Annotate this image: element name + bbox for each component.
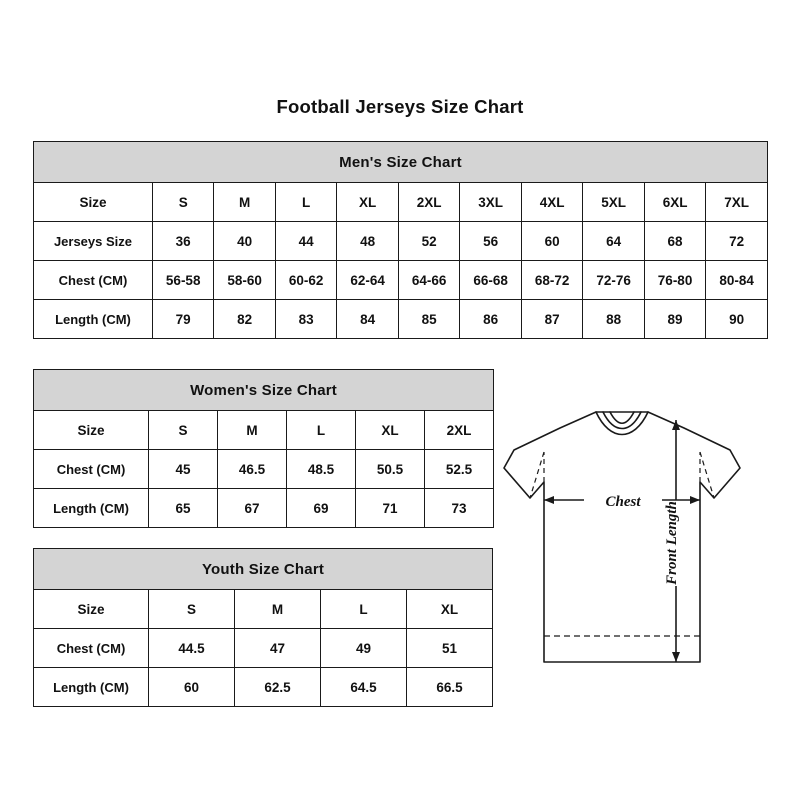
table-caption-row xyxy=(34,370,494,411)
table-row xyxy=(34,629,493,668)
cell: 82 xyxy=(214,300,275,339)
cell: 69 xyxy=(287,489,356,528)
table-caption-row xyxy=(34,142,768,183)
cell: 64 xyxy=(583,222,644,261)
col-header: 7XL xyxy=(706,183,768,222)
cell: 56 xyxy=(460,222,521,261)
mens-size-table xyxy=(33,141,768,339)
cell: 40 xyxy=(214,222,275,261)
cell: 64.5 xyxy=(321,668,407,707)
cell: 47 xyxy=(235,629,321,668)
col-header: 2XL xyxy=(425,411,494,450)
youth-caption: Youth Size Chart xyxy=(34,549,493,590)
col-header: XL xyxy=(356,411,425,450)
cell: 89 xyxy=(644,300,705,339)
youth-size-chart xyxy=(33,548,493,707)
cell: 68-72 xyxy=(521,261,582,300)
youth-size-table xyxy=(33,548,493,707)
cell: 56-58 xyxy=(152,261,213,300)
cell: 64-66 xyxy=(398,261,459,300)
cell: 48.5 xyxy=(287,450,356,489)
jersey-measurement-diagram xyxy=(500,390,790,690)
cell: 58-60 xyxy=(214,261,275,300)
chest-label: Chest xyxy=(605,494,641,510)
col-header: L xyxy=(321,590,407,629)
cell: 85 xyxy=(398,300,459,339)
col-header: XL xyxy=(407,590,493,629)
cell: 36 xyxy=(152,222,213,261)
chest-arrow-right xyxy=(690,496,700,504)
table-caption-row xyxy=(34,549,493,590)
row-label-size: Size xyxy=(34,590,149,629)
womens-size-chart xyxy=(33,369,493,528)
mens-caption: Men's Size Chart xyxy=(34,142,768,183)
col-header: 2XL xyxy=(398,183,459,222)
cell: 84 xyxy=(337,300,398,339)
cell: 60 xyxy=(149,668,235,707)
mens-size-chart xyxy=(33,141,768,339)
col-header: 5XL xyxy=(583,183,644,222)
cell: 60-62 xyxy=(275,261,336,300)
col-header: XL xyxy=(337,183,398,222)
col-header: 6XL xyxy=(644,183,705,222)
table-row xyxy=(34,300,768,339)
cell: 62-64 xyxy=(337,261,398,300)
cell: 67 xyxy=(218,489,287,528)
cell: 51 xyxy=(407,629,493,668)
table-row xyxy=(34,183,768,222)
table-row xyxy=(34,411,494,450)
cell: 65 xyxy=(149,489,218,528)
col-header: M xyxy=(235,590,321,629)
front-length-label: Front Length xyxy=(664,501,680,585)
row-label-jerseys-size: Jerseys Size xyxy=(34,222,153,261)
col-header: L xyxy=(275,183,336,222)
womens-size-table xyxy=(33,369,494,528)
col-header: M xyxy=(218,411,287,450)
row-label-chest: Chest (CM) xyxy=(34,629,149,668)
page-title: Football Jerseys Size Chart xyxy=(276,96,524,117)
col-header: 3XL xyxy=(460,183,521,222)
cell: 68 xyxy=(644,222,705,261)
cell: 83 xyxy=(275,300,336,339)
cell: 52.5 xyxy=(425,450,494,489)
table-row xyxy=(34,450,494,489)
col-header: M xyxy=(214,183,275,222)
cell: 72 xyxy=(706,222,768,261)
col-header: L xyxy=(287,411,356,450)
cell: 48 xyxy=(337,222,398,261)
cell: 87 xyxy=(521,300,582,339)
row-label-chest: Chest (CM) xyxy=(34,261,153,300)
cell: 52 xyxy=(398,222,459,261)
cell: 45 xyxy=(149,450,218,489)
row-label-length: Length (CM) xyxy=(34,300,153,339)
table-row xyxy=(34,668,493,707)
cell: 66-68 xyxy=(460,261,521,300)
cell: 50.5 xyxy=(356,450,425,489)
cell: 76-80 xyxy=(644,261,705,300)
cell: 79 xyxy=(152,300,213,339)
col-header: S xyxy=(149,590,235,629)
col-header: S xyxy=(152,183,213,222)
cell: 71 xyxy=(356,489,425,528)
cell: 46.5 xyxy=(218,450,287,489)
table-row xyxy=(34,222,768,261)
row-label-length: Length (CM) xyxy=(34,668,149,707)
cell: 88 xyxy=(583,300,644,339)
womens-caption: Women's Size Chart xyxy=(34,370,494,411)
cell: 90 xyxy=(706,300,768,339)
front-length-arrow-bottom xyxy=(672,652,680,662)
cell: 60 xyxy=(521,222,582,261)
row-label-size: Size xyxy=(34,183,153,222)
cell: 44 xyxy=(275,222,336,261)
cell: 73 xyxy=(425,489,494,528)
chest-arrow-left xyxy=(544,496,554,504)
cell: 44.5 xyxy=(149,629,235,668)
col-header: S xyxy=(149,411,218,450)
table-row xyxy=(34,489,494,528)
cell: 66.5 xyxy=(407,668,493,707)
col-header: 4XL xyxy=(521,183,582,222)
cell: 80-84 xyxy=(706,261,768,300)
table-row xyxy=(34,261,768,300)
cell: 49 xyxy=(321,629,407,668)
cell: 86 xyxy=(460,300,521,339)
row-label-size: Size xyxy=(34,411,149,450)
cell: 72-76 xyxy=(583,261,644,300)
table-row xyxy=(34,590,493,629)
row-label-length: Length (CM) xyxy=(34,489,149,528)
row-label-chest: Chest (CM) xyxy=(34,450,149,489)
cell: 62.5 xyxy=(235,668,321,707)
